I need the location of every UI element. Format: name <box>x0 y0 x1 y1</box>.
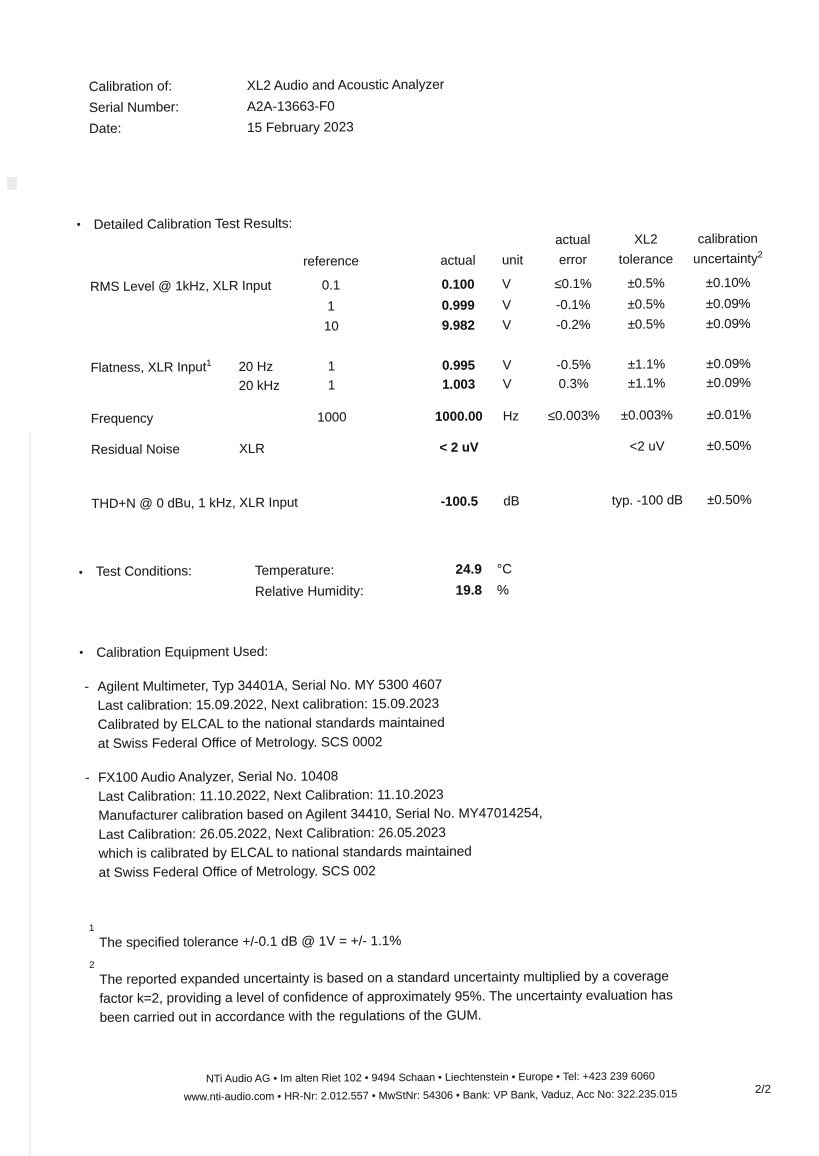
dash-icon: - <box>85 769 90 785</box>
equipment-line: which is calibrated by ELCAL to national standards maintained <box>98 843 472 861</box>
section-equipment-title <box>79 642 269 663</box>
footnote-2 <box>89 959 779 1027</box>
equipment-line: Manufacturer calibration based on Agilent 34410, Serial No. MY47014254, <box>98 805 543 823</box>
field-label: Serial Number: <box>88 99 180 115</box>
condition-label: Temperature: <box>254 562 335 578</box>
equipment-line: at Swiss Federal Office of Metrology. SCS 0002 <box>97 734 383 751</box>
footnote-text: been carried out in accordance with the regulations of the GUM. <box>99 1007 482 1025</box>
col-header-unit: unit <box>501 251 524 267</box>
table-row: Residual Noise XLR < 2 uV <2 uV ±0.50% <box>91 437 752 457</box>
condition-value: 24.9 <box>455 561 482 577</box>
equipment-line: FX100 Audio Analyzer, Serial No. 10408 <box>98 768 339 785</box>
col-header-actual-error: actual error <box>555 231 591 267</box>
col-header-reference: reference <box>303 252 359 269</box>
equipment-line: Last calibration: 15.09.2022, Next calibration: 15.09.2023 <box>97 695 440 713</box>
page-footer <box>78 1068 783 1107</box>
equipment-line: Last Calibration: 26.05.2022, Next Calibration: 26.05.2023 <box>98 824 446 842</box>
equipment-line: Last Calibration: 11.10.2022, Next Calibration: 11.10.2023 <box>98 786 444 804</box>
field-date <box>89 116 445 139</box>
col-header-calibration-uncertainty: calibration uncertainty$^2$ <box>693 230 763 266</box>
bullet-icon: • <box>78 566 83 580</box>
section-title: Detailed Calibration Test Results: <box>93 215 293 232</box>
page-number: 2/2 <box>754 1083 772 1096</box>
table-row: 10 9.982 V -0.2% ±0.5% ±0.09% <box>323 315 751 334</box>
condition-value: 19.8 <box>455 582 482 598</box>
field-value: A2A-13663-F0 <box>246 98 335 114</box>
equipment-line: Agilent Multimeter, Typ 34401A, Serial No. MY 5300 4607 <box>97 676 443 694</box>
dash-icon: - <box>84 678 90 694</box>
table-row: 20 kHz 1 1.003 V 0.3% ±1.1% ±0.09% <box>238 374 752 394</box>
field-value: 15 February 2023 <box>247 119 354 135</box>
table-row: Flatness, XLR Input$^1$ 20 Hz 1 0.995 V -0.5% ±1.1% ±0.09% <box>90 355 751 375</box>
field-label: Date: <box>89 120 122 136</box>
condition-label: Relative Humidity: <box>254 582 364 599</box>
footnote-1 <box>88 922 402 952</box>
footnote-text: factor k=2, providing a level of confidence of approximately 95%. The uncertainty evaluation has <box>99 987 673 1006</box>
footer-line-1: NTi Audio AG • Im alten Riet 102 • 9494 Schaan • Liechtenstein • Europe • Tel: +423 239 6060 <box>205 1070 655 1086</box>
table-row: 1 0.999 V -0.1% ±0.5% ±0.09% <box>327 295 751 313</box>
bullet-icon: • <box>79 646 84 660</box>
col-header-actual: actual <box>440 252 476 268</box>
field-serial-number <box>89 95 445 118</box>
footnote-text: The reported expanded uncertainty is based on a standard uncertainty multiplied by a coverage <box>99 968 669 987</box>
document-header <box>89 74 445 139</box>
table-row: Frequency 1000 1000.00 Hz ≤0.003% ±0.003% ±0.01% <box>90 406 752 426</box>
footnote-text: The specified tolerance +/-0.1 dB @ 1V = +/- 1.1% <box>99 933 402 950</box>
table-header-row <box>90 229 780 272</box>
section-title: Test Conditions: <box>95 563 192 579</box>
equipment-item <box>84 675 445 753</box>
field-value: XL2 Audio and Acoustic Analyzer <box>246 76 445 93</box>
equipment-item <box>85 765 543 882</box>
table-row: THD+N @ 0 dBu, 1 kHz, XLR Input -100.5 dB typ. -100 dB ±0.50% <box>91 491 752 511</box>
col-header-xl2-tolerance: XL2 tolerance <box>618 231 674 267</box>
condition-unit: °C <box>496 561 513 577</box>
equipment-line: Calibrated by ELCAL to the national standards maintained <box>97 714 445 732</box>
table-row: RMS Level @ 1kHz, XLR Input 0.1 0.100 V ≤0.1% ±0.5% ±0.10% <box>90 274 751 294</box>
field-calibration-of <box>89 74 445 97</box>
section-title: Calibration Equipment Used: <box>96 643 269 660</box>
field-label: Calibration of: <box>88 78 173 94</box>
bullet-icon: • <box>76 219 81 232</box>
condition-unit: % <box>496 581 509 597</box>
equipment-line: at Swiss Federal Office of Metrology. SCS 002 <box>98 863 376 880</box>
footer-line-2: www.nti-audio.com • HR-Nr: 2.012.557 • MwStNr: 54306 • Bank: VP Bank, Vaduz, Acc No: 322.235.015 <box>183 1087 678 1103</box>
results-table <box>90 229 782 514</box>
